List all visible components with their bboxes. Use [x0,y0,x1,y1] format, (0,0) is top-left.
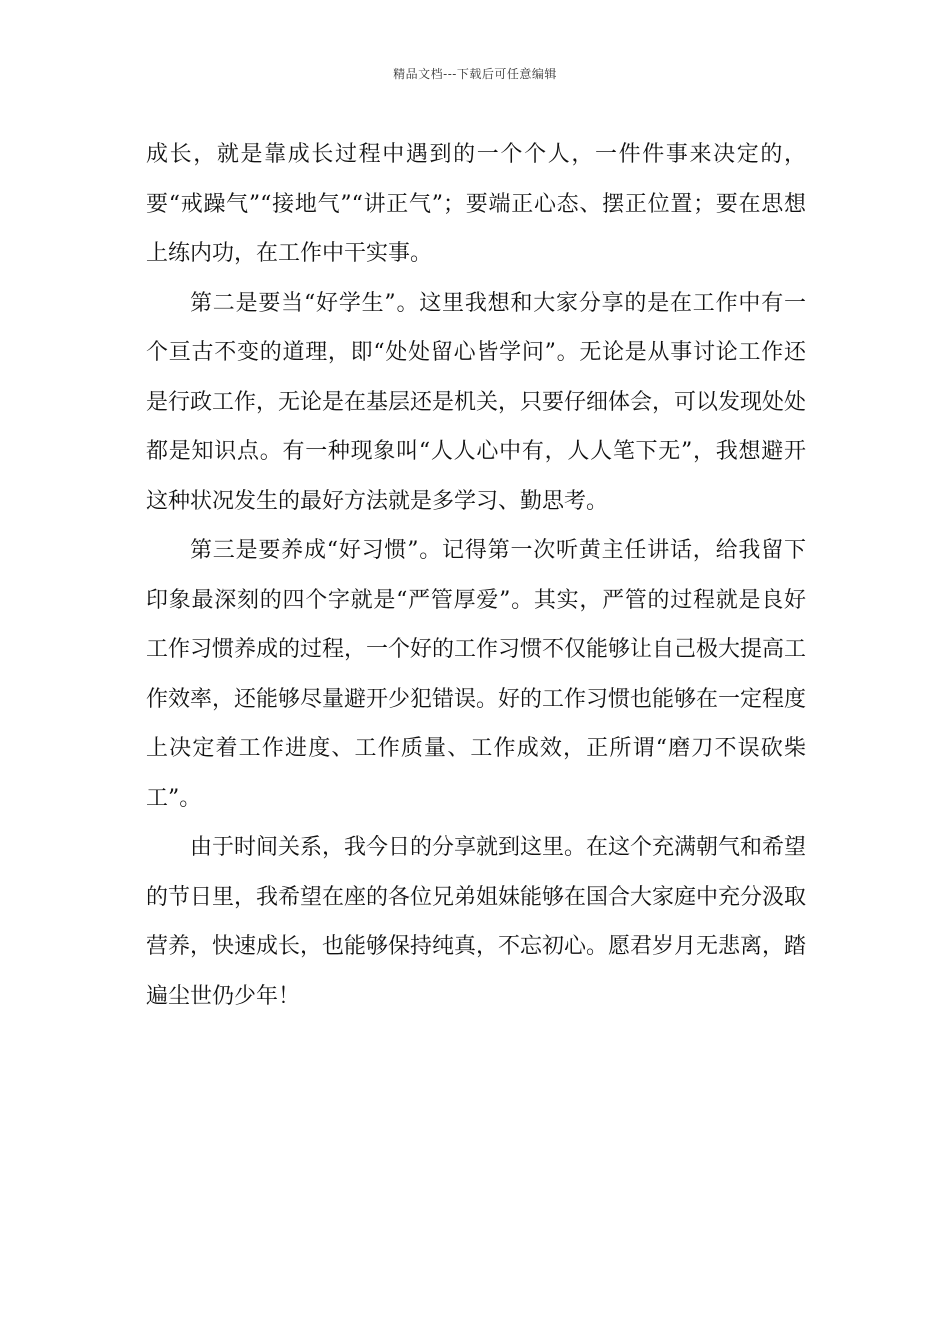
paragraph-good-habits: 第三是要养成“好习惯”。记得第一次听黄主任讲话，给我留下印象最深刻的四个字就是“严管厚爱”。其实，严管的过程就是良好工作习惯养成的过程，一个好的工作习惯不仅能够让自己极大提高工作效率，还能够尽量避开少犯错误。好的工作习惯也能够在一定程度上决定着工作进度、工作质量、工作成效，正所谓“磨刀不误砍柴工”。 [146,538,807,811]
document-body [146,130,806,1021]
paragraph-continuation: 成长，就是靠成长过程中遇到的一个个人，一件件事来决定的，要“戒躁气”“接地气”“讲正气”；要端正心态、摆正位置；要在思想上练内功，在工作中干实事。 [146,142,806,266]
page-header: 精品文档---下载后可任意编辑 [393,67,557,81]
paragraph-closing: 由于时间关系，我今日的分享就到这里。在这个充满朝气和希望的节日里，我希望在座的各位兄弟姐妹能够在国合大家庭中充分汲取营养，快速成长，也能够保持纯真，不忘初心。愿君岁月无悲离，踏遍尘世仍少年！ [146,835,807,1009]
paragraph-good-student: 第二是要当“好学生”。这里我想和大家分享的是在工作中有一个亘古不变的道理，即“处处留心皆学问”。无论是从事讨论工作还是行政工作，无论是在基层还是机关，只要仔细体会，可以发现处处都是知识点。有一种现象叫“人人心中有，人人笔下无”，我想避开这种状况发生的最好方法就是多学习、勤思考。 [146,290,807,514]
